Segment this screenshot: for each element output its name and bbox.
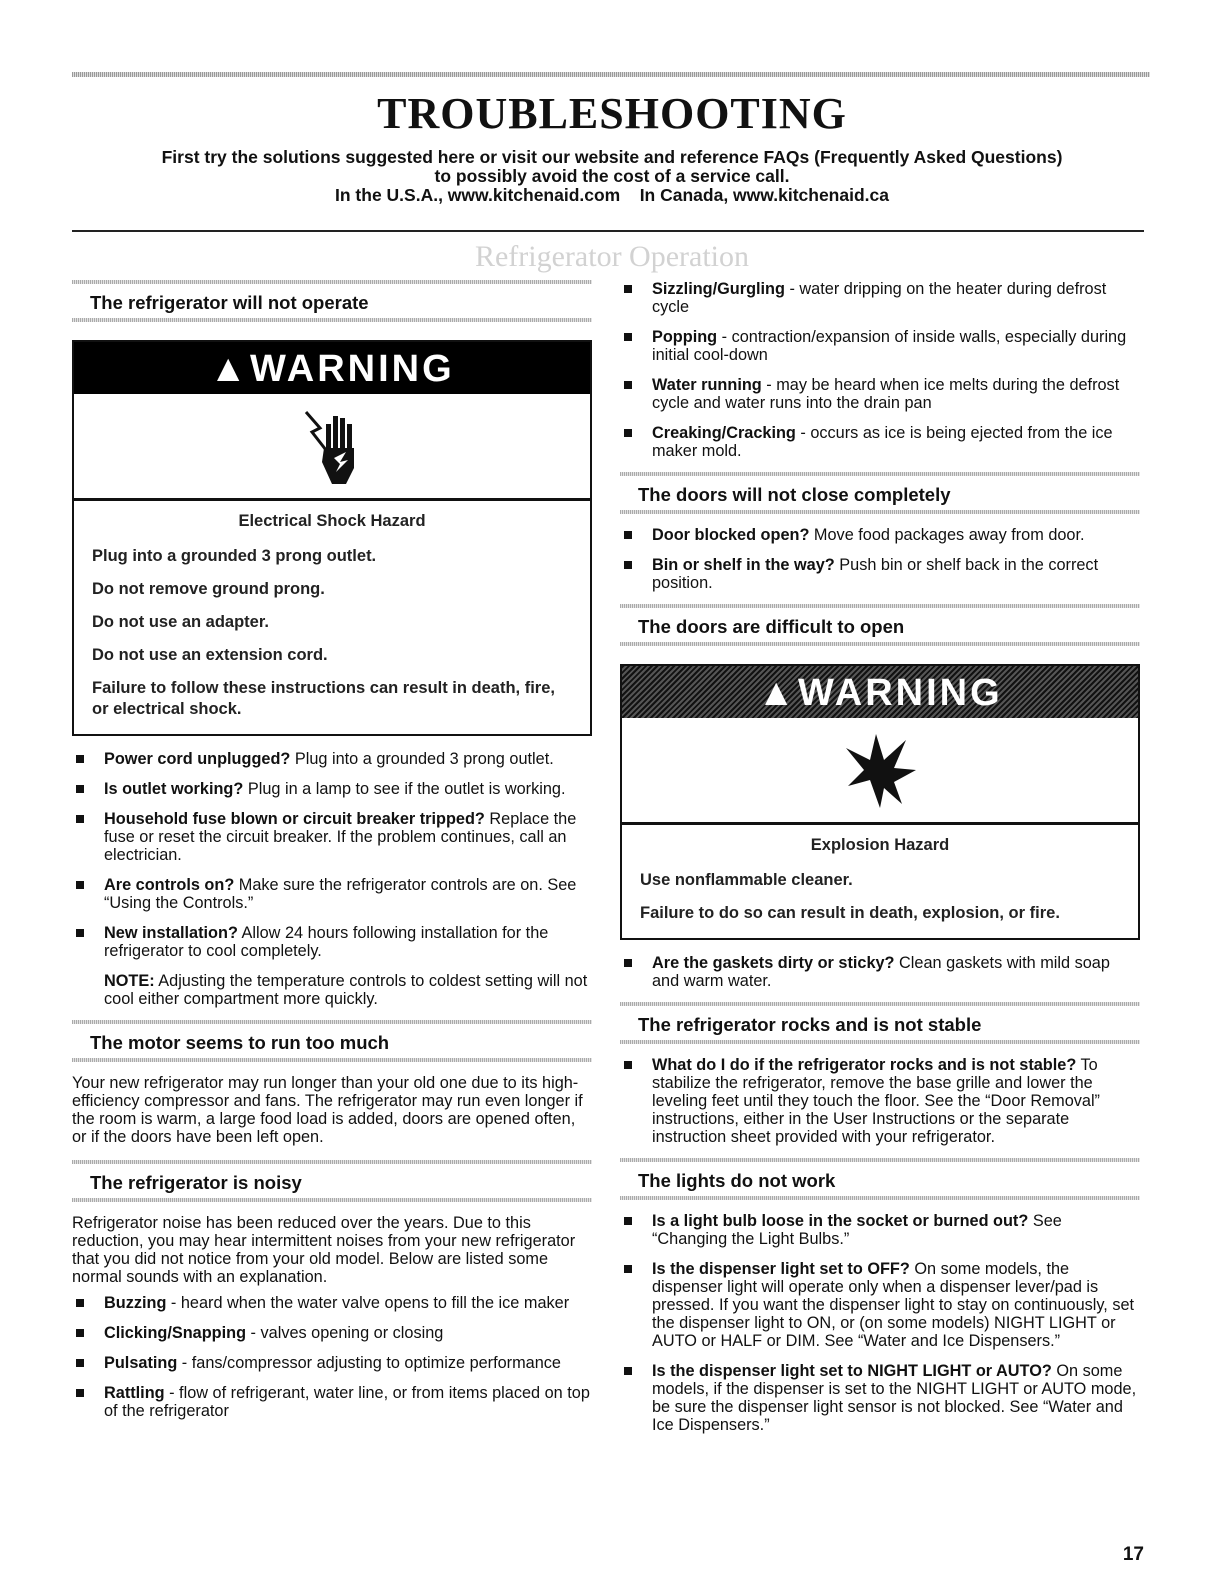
warning-line: Do not remove ground prong.	[92, 580, 325, 598]
list-item: New installation? Allow 24 hours following installation for the refrigerator to cool completely.	[72, 924, 592, 960]
warning-line: Plug into a grounded 3 prong outlet.	[92, 547, 377, 565]
header-lights: The lights do not work	[620, 1158, 1140, 1200]
header-not-operate: The refrigerator will not operate	[72, 280, 592, 322]
warning-bar	[622, 666, 1138, 718]
list-item: Buzzing - heard when the water valve opens to fill the ice maker	[72, 1294, 592, 1312]
warning-line: Failure to do so can result in death, explosion, or fire.	[640, 904, 1060, 922]
header-rocks: The refrigerator rocks and is not stable	[620, 1002, 1140, 1044]
note: NOTE: Adjusting the temperature controls to coldest setting will not cool either compartment more quickly.	[104, 972, 588, 1008]
warning-line: Do not use an adapter.	[92, 613, 269, 631]
list-item: Pulsating - fans/compressor adjusting to optimize performance	[72, 1354, 592, 1372]
left-column	[72, 280, 592, 1432]
rocks-list	[620, 1056, 1140, 1146]
right-column	[620, 280, 1140, 1446]
list-item: Is the dispenser light set to NIGHT LIGHT or AUTO? On some models, if the dispenser is set to the NIGHT LIGHT or AUTO mode, be sure the dispenser light sensor is not blocked. See “Water and Ice Dispensers.”	[620, 1362, 1140, 1434]
list-item: Bin or shelf in the way? Push bin or shelf back in the correct position.	[620, 556, 1140, 592]
explosion-hazard-icon	[622, 718, 1138, 825]
intro-line-3: In the U.S.A., www.kitchenaid.com In Canada, www.kitchenaid.ca	[335, 185, 889, 205]
explosion-warning-box	[620, 664, 1140, 940]
list-item: Creaking/Cracking - occurs as ice is being ejected from the ice maker mold.	[620, 424, 1140, 460]
page-number: 17	[1122, 1544, 1144, 1565]
list-item: Is a light bulb loose in the socket or burned out? See “Changing the Light Bulbs.”	[620, 1212, 1140, 1248]
warning-label: WARNING	[249, 348, 455, 390]
electrical-shock-hand-icon	[74, 394, 590, 501]
warning-label: WARNING	[797, 672, 1003, 714]
intro-line-2: to possibly avoid the cost of a service call.	[434, 166, 790, 186]
header-noisy: The refrigerator is noisy	[72, 1160, 592, 1202]
hazard-title: Electrical Shock Hazard	[238, 512, 426, 530]
noisy-list-continued	[620, 280, 1140, 460]
intro-rule	[72, 230, 1144, 232]
list-item: Popping - contraction/expansion of inside walls, especially during initial cool-down	[620, 328, 1140, 364]
list-item: Is outlet working? Plug in a lamp to see if the outlet is working.	[72, 780, 592, 798]
not-operate-list	[72, 750, 592, 960]
list-item: Clicking/Snapping - valves opening or closing	[72, 1324, 592, 1342]
list-item: Are controls on? Make sure the refrigerator controls are on. See “Using the Controls.”	[72, 876, 592, 912]
doors-open-list	[620, 954, 1140, 990]
electrical-warning-box	[72, 340, 592, 736]
page-title: TROUBLESHOOTING	[377, 89, 847, 138]
list-item: Sizzling/Gurgling - water dripping on the heater during defrost cycle	[620, 280, 1140, 316]
warning-triangle-icon: ▲	[209, 348, 250, 390]
warning-line: Use nonflammable cleaner.	[640, 871, 853, 889]
list-item: Water running - may be heard when ice melts during the defrost cycle and water runs into the drain pan	[620, 376, 1140, 412]
header-motor: The motor seems to run too much	[72, 1020, 592, 1062]
hazard-title: Explosion Hazard	[810, 836, 950, 854]
header-doors-open: The doors are difficult to open	[620, 604, 1140, 646]
header-doors-close: The doors will not close completely	[620, 472, 1140, 514]
warning-bar	[74, 342, 590, 394]
warning-line: Failure to follow these instructions can result in death, fire, or electrical shock.	[92, 679, 555, 718]
doors-close-list	[620, 526, 1140, 592]
list-item: Door blocked open? Move food packages away from door.	[620, 526, 1140, 544]
noisy-list	[72, 1294, 592, 1420]
list-item: What do I do if the refrigerator rocks and is not stable? To stabilize the refrigerator, remove the base grille and lower the leveling feet until they touch the floor. See the “Door Removal” instructions, either in the User Instructions or the separate instruction sheet provided with your refrigerator.	[620, 1056, 1140, 1146]
warning-text	[622, 825, 1138, 938]
list-item: Rattling - flow of refrigerant, water line, or from items placed on top of the refrigerator	[72, 1384, 592, 1420]
lights-list	[620, 1212, 1140, 1434]
warning-line: Do not use an extension cord.	[92, 646, 328, 664]
intro-line-1: First try the solutions suggested here or visit our website and reference FAQs (Frequently Asked Questions)	[161, 147, 1063, 167]
list-item: Household fuse blown or circuit breaker tripped? Replace the fuse or reset the circuit breaker. If the problem continues, call an electrician.	[72, 810, 592, 864]
section-title: Refrigerator Operation	[474, 240, 750, 273]
list-item: Power cord unplugged? Plug into a grounded 3 prong outlet.	[72, 750, 592, 768]
warning-text	[74, 501, 590, 734]
list-item: Is the dispenser light set to OFF? On some models, the dispenser light will operate only when a dispenser lever/pad is pressed. If you want the dispenser light to stay on continuously, set the dispenser light to ON, or (on some models) NIGHT LIGHT or AUTO or HALF or DIM. See “Water and Ice Dispensers.”	[620, 1260, 1140, 1350]
top-rule	[72, 72, 1150, 77]
warning-triangle-icon: ▲	[757, 672, 798, 714]
motor-body: Your new refrigerator may run longer than your old one due to its high-efficiency compressor and fans. The refrigerator may run even longer if the room is warm, a large food load is added, doors are opened often, or if the doors have been left open.	[72, 1074, 583, 1146]
intro	[0, 148, 1224, 205]
noisy-body: Refrigerator noise has been reduced over the years. Due to this reduction, you may hear intermittent noises from your new refrigerator that you did not notice from your old model. Below are listed some normal sounds with an explanation.	[72, 1214, 576, 1286]
list-item: Are the gaskets dirty or sticky? Clean gaskets with mild soap and warm water.	[620, 954, 1140, 990]
